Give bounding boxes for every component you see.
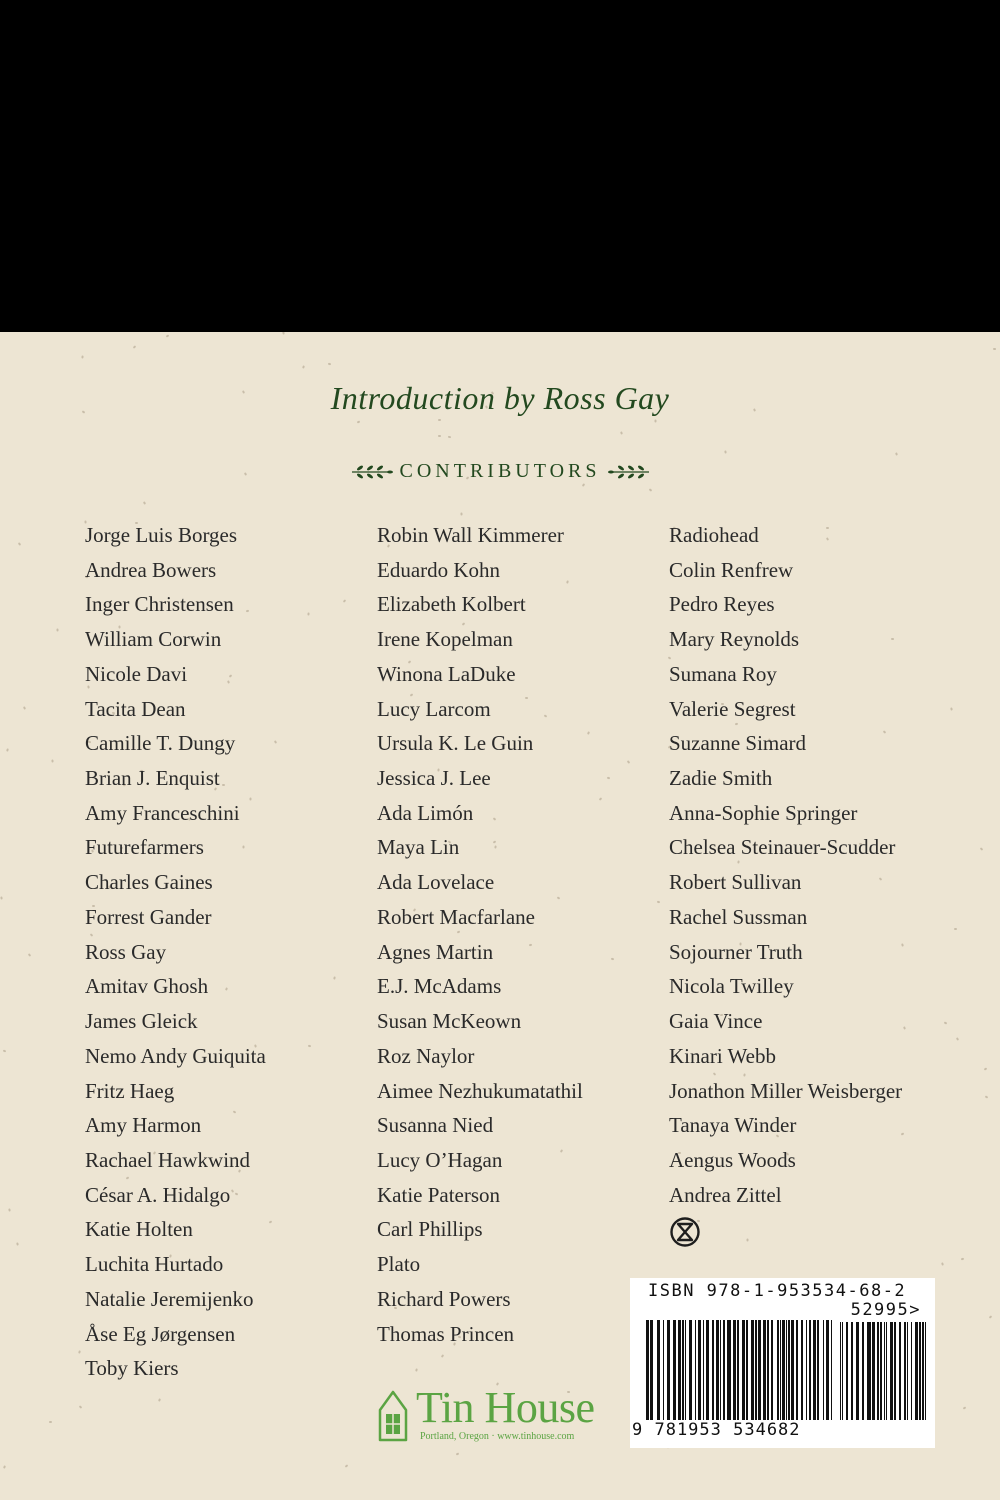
paper-speck — [895, 452, 898, 455]
contributor-name: Mary Reynolds — [669, 627, 800, 652]
contributor-name: Maya Lin — [377, 835, 460, 860]
barcode-bar — [777, 1320, 779, 1420]
barcode-bar — [650, 1320, 653, 1420]
barcode-bar — [689, 1320, 692, 1420]
paper-speck — [49, 1421, 52, 1423]
barcode-bar — [894, 1322, 896, 1420]
paper-speck — [8, 1208, 10, 1211]
publisher-logo — [376, 1383, 616, 1448]
paper-speck — [3, 1465, 6, 1469]
barcode-bar — [846, 1322, 848, 1420]
paper-speck — [282, 332, 284, 335]
barcode-bar — [682, 1320, 684, 1420]
barcode-bar — [817, 1320, 819, 1420]
barcode-bar — [890, 1322, 893, 1420]
contributor-name: Robin Wall Kimmerer — [377, 523, 564, 547]
isbn-label: ISBN 978-1-953534-68-2 — [648, 1281, 907, 1301]
contributor-name: Chelsea Steinauer-Scudder — [669, 835, 896, 860]
barcode-bar — [685, 1320, 686, 1420]
barcode-bar — [842, 1322, 843, 1420]
paper-speck — [989, 1315, 993, 1319]
paper-speck — [28, 953, 31, 957]
barcode-bar — [867, 1322, 871, 1420]
contributors-column-3 — [669, 518, 902, 1212]
contributor-name: Brian J. Enquist — [85, 766, 220, 791]
contributors-column-1 — [85, 518, 266, 1386]
contributors-heading — [0, 460, 1000, 483]
introduction-credit: Introduction by Ross Gay — [330, 380, 670, 416]
barcode-bar — [791, 1320, 794, 1420]
paper-speck — [441, 1354, 444, 1358]
contributor-name: Zadie Smith — [669, 766, 773, 791]
paper-speck — [587, 731, 590, 735]
contributor-name: Forrest Gander — [85, 904, 212, 929]
contributor-name: Plato — [377, 1252, 421, 1277]
barcode-bar — [925, 1322, 926, 1420]
paper-speck — [415, 1368, 418, 1371]
contributor-name: Sojourner Truth — [669, 939, 803, 964]
barcode-bar — [763, 1320, 766, 1420]
paper-speck — [16, 1242, 19, 1245]
contributor-name: Carl Phillips — [377, 1217, 483, 1242]
paper-speck — [166, 334, 170, 337]
publisher-name: Tin House — [416, 1383, 595, 1432]
paper-speck — [308, 1045, 311, 1048]
barcode-bar — [746, 1320, 748, 1420]
contributor-name: Natalie Jeremijenko — [85, 1286, 254, 1311]
contributor-name: Andrea Bowers — [85, 557, 217, 582]
barcode-bar — [712, 1320, 714, 1420]
isbn-digits: 9 781953 534682 — [632, 1420, 801, 1440]
paper-speck — [747, 1239, 749, 1242]
paper-speck — [963, 1406, 967, 1409]
paper-speck — [18, 542, 21, 546]
paper-speck — [3, 1050, 6, 1053]
contributor-name: Fritz Haeg — [85, 1078, 175, 1103]
contributor-name: Anna-Sophie Springer — [669, 800, 858, 825]
paper-speck — [607, 777, 610, 780]
contributor-name: Amy Harmon — [85, 1113, 202, 1138]
contributor-name: Susan McKeown — [377, 1009, 522, 1034]
contributor-name: Elizabeth Kolbert — [377, 592, 526, 617]
paper-speck — [980, 847, 984, 850]
top-black-band — [0, 0, 1000, 332]
right-sprig-icon — [607, 462, 651, 482]
left-sprig-icon — [350, 462, 394, 482]
contributor-name: Winona LaDuke — [377, 661, 516, 686]
contributor-name: Sumana Roy — [669, 661, 777, 686]
barcode-bar — [673, 1320, 676, 1420]
paper-speck — [993, 348, 996, 350]
house-icon — [376, 1388, 410, 1444]
isbn-barcode — [630, 1278, 935, 1448]
contributor-name: William Corwin — [85, 627, 222, 652]
barcode-bar — [678, 1320, 681, 1420]
barcode-bar — [758, 1320, 761, 1420]
contributor-name: Futurefarmers — [85, 835, 204, 860]
paper-speck — [611, 958, 614, 960]
paper-speck — [460, 512, 462, 515]
paper-speck — [78, 1350, 81, 1353]
paper-speck — [274, 740, 277, 744]
contributor-name: Ross Gay — [85, 939, 167, 964]
barcode-bar — [813, 1320, 816, 1420]
price-code: 52995> — [850, 1300, 921, 1320]
barcode-bar — [695, 1320, 696, 1420]
paper-speck — [582, 483, 585, 487]
paper-speck — [448, 436, 451, 438]
paper-speck — [961, 1258, 964, 1261]
barcode-bar — [720, 1320, 721, 1420]
barcode-bar — [851, 1322, 853, 1420]
contributor-name: Pedro Reyes — [669, 592, 775, 617]
contributor-name: Tacita Dean — [85, 696, 186, 721]
contributor-name: Katie Paterson — [377, 1182, 501, 1207]
barcode-bar — [872, 1322, 875, 1420]
barcode-bar — [742, 1320, 745, 1420]
barcode-bar — [698, 1320, 701, 1420]
barcode-bar — [657, 1320, 660, 1420]
contributor-name: Aengus Woods — [669, 1147, 796, 1172]
contributor-name: César A. Hidalgo — [85, 1182, 231, 1207]
contributor-name: Luchita Hurtado — [85, 1252, 224, 1277]
barcode-bar — [786, 1320, 787, 1420]
paper-speck — [954, 928, 957, 930]
contributor-name: Robert Sullivan — [669, 870, 802, 895]
barcode-bar — [922, 1322, 924, 1420]
barcode-bar — [788, 1320, 790, 1420]
barcode-bar — [733, 1320, 736, 1420]
paper-speck — [302, 365, 305, 368]
contributor-name: Radiohead — [669, 523, 759, 547]
paper-speck — [51, 759, 53, 762]
barcode-bar — [806, 1320, 807, 1420]
contributor-name: Jorge Luis Borges — [85, 523, 238, 547]
paper-speck — [357, 421, 361, 424]
barcode-bars — [646, 1320, 834, 1420]
barcode-bar — [899, 1322, 901, 1420]
paper-speck — [6, 748, 9, 751]
paper-speck — [438, 435, 441, 437]
paper-speck — [956, 1037, 959, 1041]
paper-speck — [143, 501, 146, 505]
barcode-bar — [755, 1320, 757, 1420]
paper-speck — [599, 797, 603, 801]
paper-speck — [23, 706, 26, 710]
paper-speck — [333, 976, 336, 979]
paper-speck — [456, 1453, 460, 1456]
back-cover — [0, 332, 1000, 1500]
contributors-label: CONTRIBUTORS — [399, 460, 601, 482]
paper-speck — [269, 1220, 273, 1223]
contributor-name: James Gleick — [85, 1009, 198, 1034]
paper-speck — [620, 431, 623, 434]
contributor-name: Amy Franceschini — [85, 800, 240, 825]
barcode-bar — [767, 1320, 769, 1420]
contributor-name: Roz Naylor — [377, 1043, 475, 1068]
paper-speck — [307, 612, 309, 615]
paper-speck — [328, 363, 331, 365]
contributor-name: Amitav Ghosh — [85, 974, 209, 999]
barcode-bar — [862, 1322, 864, 1420]
contributor-name: Robert Macfarlane — [377, 904, 536, 929]
paper-speck — [79, 1405, 83, 1408]
contributor-name: Lucy O’Hagan — [377, 1147, 503, 1172]
barcode-bar — [911, 1322, 912, 1420]
barcode-bar — [840, 1322, 841, 1420]
paper-speck — [133, 345, 137, 349]
barcode-bar — [663, 1320, 664, 1420]
paper-speck — [657, 901, 660, 904]
barcode-bar — [823, 1320, 824, 1420]
barcode-bar — [826, 1320, 829, 1420]
contributor-name: Åse Eg Jørgensen — [85, 1321, 236, 1346]
paper-speck — [941, 1262, 944, 1265]
barcode-bar — [904, 1322, 906, 1420]
contributor-name: Ada Lovelace — [377, 870, 495, 895]
contributor-name: Andrea Zittel — [669, 1182, 782, 1207]
contributor-name: Jessica J. Lee — [377, 766, 491, 791]
paper-speck — [56, 628, 58, 631]
contributor-name: Toby Kiers — [85, 1356, 179, 1381]
paper-speck — [649, 488, 653, 491]
contributor-name: Nicole Davi — [85, 661, 188, 686]
paper-speck — [950, 707, 953, 710]
contributor-name: Gaia Vince — [669, 1009, 763, 1034]
barcode-bar — [706, 1320, 709, 1420]
paper-speck — [343, 599, 346, 603]
paper-speck — [81, 355, 83, 358]
barcode-bar — [884, 1322, 885, 1420]
contributor-name: Colin Renfrew — [669, 557, 794, 582]
paper-speck — [985, 1095, 989, 1098]
contributor-name: Susanna Nied — [377, 1113, 494, 1138]
barcode-bar — [915, 1322, 918, 1420]
paper-speck — [345, 1464, 349, 1467]
barcode-bar — [646, 1320, 649, 1420]
barcode-bar — [809, 1320, 811, 1420]
barcode-bar — [737, 1320, 739, 1420]
barcode-bar — [782, 1320, 785, 1420]
contributor-name: Ursula K. Le Guin — [377, 731, 534, 756]
paper-speck — [944, 1021, 948, 1024]
barcode-bar — [703, 1320, 704, 1420]
barcode-bar — [771, 1320, 773, 1420]
paper-speck — [438, 419, 441, 421]
contributor-name: Inger Christensen — [85, 592, 234, 617]
contributor-name: Camille T. Dungy — [85, 731, 236, 756]
barcode-addon-bars — [840, 1322, 926, 1420]
contributor-name: Richard Powers — [377, 1286, 511, 1311]
paper-speck — [984, 1067, 988, 1070]
barcode-bar — [856, 1322, 859, 1420]
contributor-name: Nemo Andy Guiquita — [85, 1043, 266, 1068]
contributor-name: Valerie Segrest — [669, 696, 796, 721]
barcode-bar — [780, 1320, 781, 1420]
barcode-bar — [877, 1322, 879, 1420]
contributor-name: Charles Gaines — [85, 870, 213, 895]
contributor-name: Rachael Hawkwind — [85, 1147, 251, 1172]
paper-speck — [158, 1398, 161, 1402]
paper-speck — [0, 896, 2, 899]
contributors-column-2 — [377, 518, 583, 1351]
barcode-bar — [751, 1320, 754, 1420]
contributor-name: Irene Kopelman — [377, 627, 513, 652]
barcode-bar — [919, 1322, 921, 1420]
barcode-bar — [796, 1320, 798, 1420]
contributor-name: Tanaya Winder — [669, 1113, 797, 1138]
contributor-name: Suzanne Simard — [669, 731, 807, 756]
contributor-name: Lucy Larcom — [377, 696, 491, 721]
contributor-name: Eduardo Kohn — [377, 557, 501, 582]
paper-speck — [903, 1026, 906, 1029]
contributor-name: Thomas Princen — [377, 1321, 515, 1346]
contributor-name: Nicola Twilley — [669, 974, 794, 999]
contributor-name: Rachel Sussman — [669, 904, 808, 929]
barcode-bar — [667, 1320, 670, 1420]
paper-speck — [724, 450, 726, 453]
barcode-bar — [886, 1322, 887, 1420]
contributor-name: Katie Holten — [85, 1217, 193, 1242]
barcode-bar — [727, 1320, 731, 1420]
barcode-bar — [801, 1320, 803, 1420]
barcode-bar — [723, 1320, 725, 1420]
barcode-bar — [907, 1322, 908, 1420]
contributor-name: E.J. McAdams — [377, 974, 502, 999]
extinction-symbol-icon — [669, 1216, 701, 1248]
contributor-name: Agnes Martin — [377, 939, 494, 964]
barcode-bar — [716, 1320, 719, 1420]
contributor-name: Ada Limón — [377, 800, 474, 825]
paper-speck — [627, 760, 630, 764]
contributor-name: Aimee Nezhukumatathil — [377, 1078, 583, 1103]
contributor-name: Jonathon Miller Weisberger — [669, 1078, 903, 1103]
publisher-tagline: Portland, Oregon · www.tinhouse.com — [420, 1431, 575, 1442]
paper-speck — [654, 419, 656, 422]
barcode-bar — [831, 1320, 832, 1420]
contributor-name: Kinari Webb — [669, 1043, 776, 1068]
barcode-bar — [880, 1322, 882, 1420]
